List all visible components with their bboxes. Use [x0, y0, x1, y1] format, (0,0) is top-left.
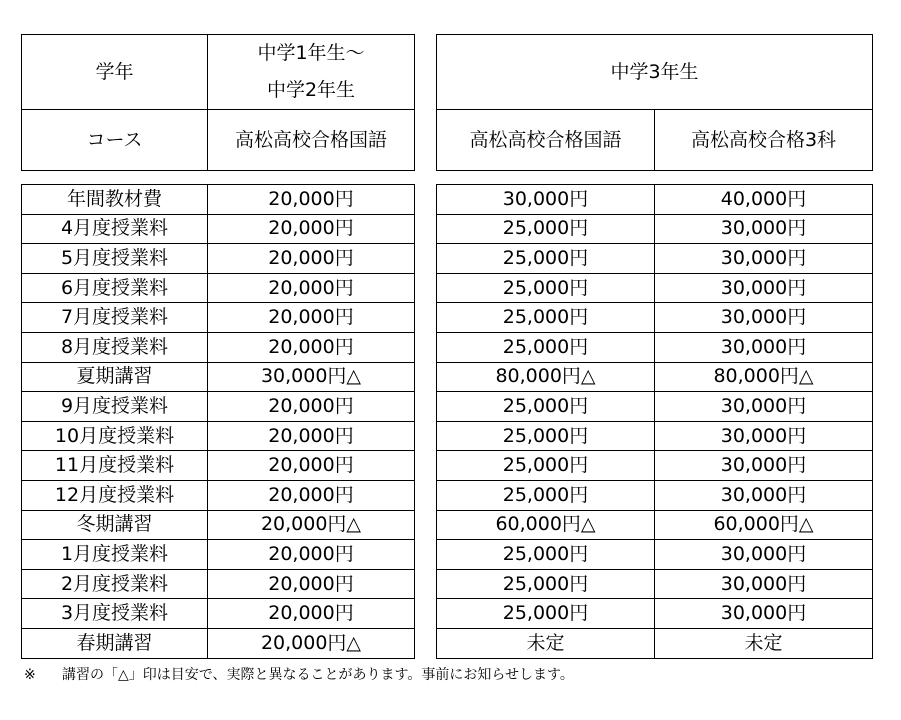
fee-row [22, 362, 415, 392]
course-label: コース [22, 110, 208, 171]
row-label: 冬期講習 [22, 510, 208, 540]
fee-jr3-a: 25,000円 [437, 273, 655, 303]
fee-row [437, 303, 873, 333]
grade-jr12-line2: 中学2年生 [266, 79, 356, 101]
fee-jr12: 20,000円 [208, 392, 415, 422]
fee-jr3-a: 80,000円△ [437, 362, 655, 392]
course-jr3-b: 高松高校合格3科 [655, 110, 873, 171]
fee-jr3-a: 25,000円 [437, 214, 655, 244]
fee-jr3-b: 30,000円 [655, 332, 873, 362]
row-label: 9月度授業料 [22, 392, 208, 422]
fee-jr12: 20,000円 [208, 540, 415, 570]
fee-jr3-a: 25,000円 [437, 540, 655, 570]
fee-jr3-a: 25,000円 [437, 599, 655, 629]
fee-jr3-a: 25,000円 [437, 392, 655, 422]
row-label: 夏期講習 [22, 362, 208, 392]
fee-jr12: 20,000円 [208, 185, 415, 215]
course-jr3-a: 高松高校合格国語 [437, 110, 655, 171]
fee-jr3-b: 60,000円△ [655, 510, 873, 540]
fee-row [22, 628, 415, 658]
fee-jr3-b: 未定 [655, 628, 873, 658]
row-label: 6月度授業料 [22, 273, 208, 303]
fee-jr12: 20,000円 [208, 569, 415, 599]
fee-jr3-b: 80,000円△ [655, 362, 873, 392]
row-label: 春期講習 [22, 628, 208, 658]
footnote [24, 664, 574, 684]
fee-table-jr12 [21, 184, 415, 659]
fee-jr3-b: 30,000円 [655, 214, 873, 244]
fee-jr12: 20,000円△ [208, 510, 415, 540]
grade-jr3: 中学3年生 [437, 35, 873, 110]
row-label: 10月度授業料 [22, 421, 208, 451]
row-label: 12月度授業料 [22, 480, 208, 510]
fee-jr3-a: 25,000円 [437, 332, 655, 362]
row-label: 5月度授業料 [22, 244, 208, 274]
fee-jr3-b: 30,000円 [655, 273, 873, 303]
fee-row [22, 569, 415, 599]
header-table-jr3 [436, 34, 873, 171]
fee-jr3-a: 25,000円 [437, 569, 655, 599]
fee-row [437, 451, 873, 481]
fee-row [437, 332, 873, 362]
fee-row [437, 628, 873, 658]
fee-jr3-b: 30,000円 [655, 244, 873, 274]
fee-jr3-a: 25,000円 [437, 244, 655, 274]
fee-row [437, 540, 873, 570]
fee-jr12: 20,000円△ [208, 628, 415, 658]
fee-jr12: 20,000円 [208, 421, 415, 451]
fee-row [437, 392, 873, 422]
grade-jr12-line1: 中学1年生～ [257, 42, 365, 64]
fee-jr3-b: 30,000円 [655, 569, 873, 599]
row-label: 7月度授業料 [22, 303, 208, 333]
fee-row [437, 599, 873, 629]
fee-jr12: 20,000円 [208, 480, 415, 510]
row-label: 11月度授業料 [22, 451, 208, 481]
fee-row [22, 451, 415, 481]
fee-row [22, 273, 415, 303]
fee-row [22, 332, 415, 362]
fee-row [22, 244, 415, 274]
fee-row [437, 273, 873, 303]
fee-row [22, 510, 415, 540]
fee-jr3-a: 未定 [437, 628, 655, 658]
fee-jr3-b: 30,000円 [655, 540, 873, 570]
fee-row [22, 303, 415, 333]
fee-jr12: 20,000円 [208, 332, 415, 362]
note-text: 講習の「△」印は目安で、実際と異なることがあります。事前にお知らせします。 [62, 667, 574, 683]
fee-jr12: 30,000円△ [208, 362, 415, 392]
row-label: 1月度授業料 [22, 540, 208, 570]
fee-row [437, 569, 873, 599]
fee-jr3-a: 25,000円 [437, 303, 655, 333]
fee-jr3-b: 30,000円 [655, 421, 873, 451]
fee-row [437, 185, 873, 215]
fee-jr3-b: 30,000円 [655, 392, 873, 422]
grade-label: 学年 [22, 35, 208, 110]
fee-table-jr3 [436, 184, 873, 659]
row-label: 年間教材費 [22, 185, 208, 215]
fee-jr12: 20,000円 [208, 244, 415, 274]
fee-row [437, 214, 873, 244]
fee-jr12: 20,000円 [208, 599, 415, 629]
fee-jr3-a: 25,000円 [437, 480, 655, 510]
course-jr12: 高松高校合格国語 [208, 110, 415, 171]
fee-row [437, 362, 873, 392]
row-label: 8月度授業料 [22, 332, 208, 362]
fee-jr3-b: 30,000円 [655, 480, 873, 510]
header-table-jr12 [21, 34, 415, 171]
fee-row [22, 599, 415, 629]
row-label: 3月度授業料 [22, 599, 208, 629]
fee-row [437, 510, 873, 540]
fee-row [437, 421, 873, 451]
fee-row [22, 392, 415, 422]
fee-jr12: 20,000円 [208, 451, 415, 481]
fee-row [22, 540, 415, 570]
fee-row [22, 421, 415, 451]
fee-jr12: 20,000円 [208, 214, 415, 244]
fee-jr3-b: 40,000円 [655, 185, 873, 215]
fee-row [22, 480, 415, 510]
fee-row [437, 480, 873, 510]
fee-jr12: 20,000円 [208, 273, 415, 303]
row-label: 4月度授業料 [22, 214, 208, 244]
fee-jr3-a: 30,000円 [437, 185, 655, 215]
fee-jr3-b: 30,000円 [655, 303, 873, 333]
fee-row [22, 214, 415, 244]
fee-jr3-a: 25,000円 [437, 451, 655, 481]
fee-row [22, 185, 415, 215]
fee-jr3-a: 25,000円 [437, 421, 655, 451]
fee-row [437, 244, 873, 274]
fee-jr3-b: 30,000円 [655, 451, 873, 481]
fee-jr12: 20,000円 [208, 303, 415, 333]
note-mark: ※ [24, 667, 36, 683]
fee-jr3-a: 60,000円△ [437, 510, 655, 540]
fee-jr3-b: 30,000円 [655, 599, 873, 629]
grade-jr12 [208, 35, 415, 110]
row-label: 2月度授業料 [22, 569, 208, 599]
